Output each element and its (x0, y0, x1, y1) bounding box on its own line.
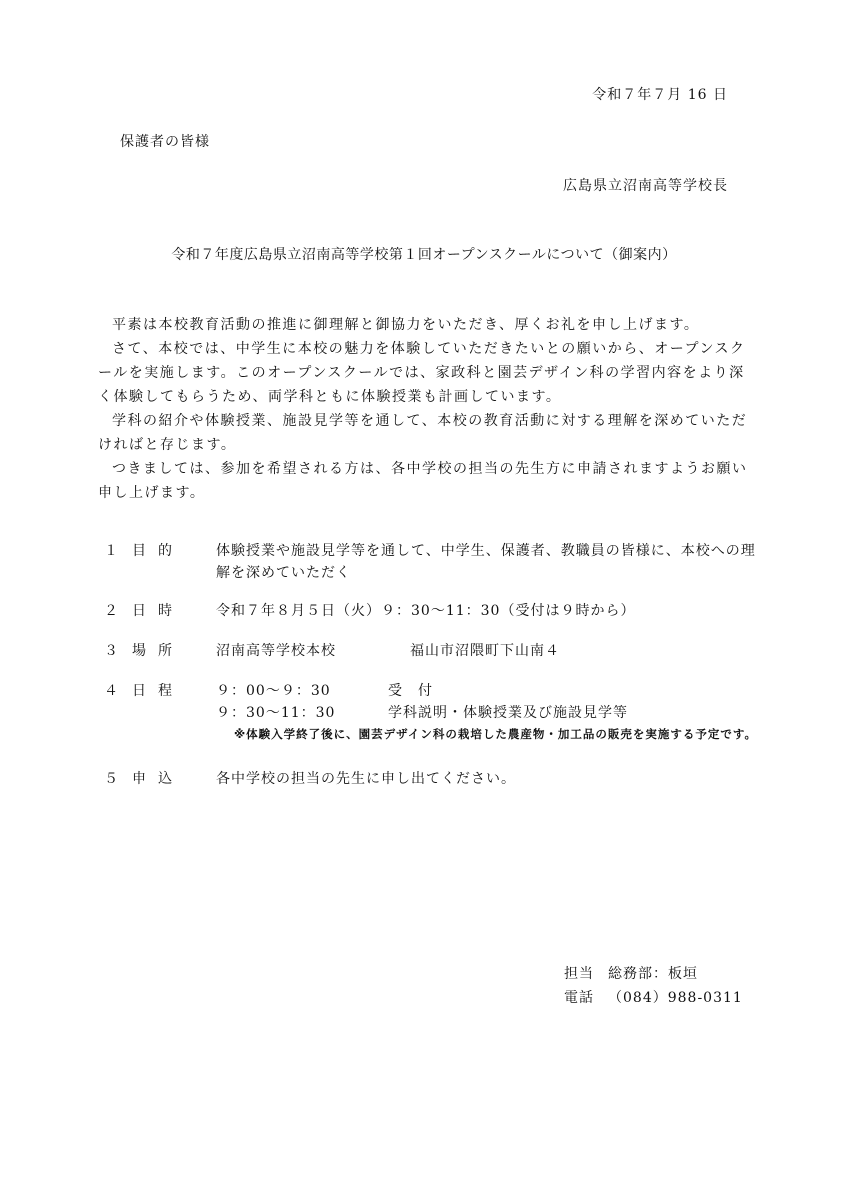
item-apply (100, 768, 760, 798)
item-schedule (100, 680, 760, 768)
schedule-row (216, 680, 760, 702)
schedule-row (216, 702, 760, 724)
body-paragraph: 学科の紹介や体験授業、施設見学等を通して、本校の教育活動に対する理解を深めていただければと存じます。 (98, 413, 748, 453)
document-date: 令和７年７月 16 日 (592, 87, 728, 103)
item-list (100, 540, 760, 798)
contact-person-label: 担当 (564, 966, 594, 982)
item-place (100, 640, 760, 680)
item-label: 申込 (132, 771, 184, 787)
item-datetime (100, 600, 760, 640)
contact-phone-value: （084）988-0311 (608, 990, 743, 1006)
schedule-time: ９：30〜11：30 (216, 705, 336, 721)
body-paragraph: つきましては、参加を希望される方は、各中学校の担当の先生方に申請されますようお願い申し上げます。 (98, 461, 748, 501)
schedule-desc: 受 付 (388, 683, 433, 699)
venue-address: 福山市沼隈町下山南４ (410, 643, 560, 659)
item-number: ３ (104, 643, 118, 659)
item-number: １ (104, 543, 118, 559)
body-paragraph: 平素は本校教育活動の推進に御理解と御協力をいただき、厚くお礼を申し上げます。 (112, 317, 700, 333)
item-content: 体験授業や施設見学等を通して、中学生、保護者、教職員の皆様に、本校への理解を深めていただく (216, 543, 756, 581)
item-content (216, 640, 760, 662)
body-text (98, 313, 754, 505)
item-number: ５ (104, 771, 118, 787)
item-label: 日時 (132, 603, 184, 619)
item-label: 日程 (132, 683, 184, 699)
contact-phone-label: 電話 (564, 990, 594, 1006)
contact-block (564, 962, 743, 1010)
schedule-desc: 学科説明・体験授業及び施設見学等 (388, 705, 628, 721)
schedule-time: ９：00〜９：30 (216, 683, 331, 699)
item-number: ２ (104, 603, 118, 619)
item-label: 目的 (132, 543, 184, 559)
item-purpose (100, 540, 760, 600)
item-content: 令和７年８月５日（火）９：30〜11：30（受付は９時から） (216, 603, 636, 619)
document-title: 令和７年度広島県立沼南高等学校第１回オープンスクールについて（御案内） (171, 247, 677, 263)
body-paragraph: さて、本校では、中学生に本校の魅力を体験していただきたいとの願いから、オープンスクールを実施します。このオープンスクールでは、家政科と園芸デザイン科の学習内容をより深く体験してもらうため、両学科ともに体験授業も計画しています。 (98, 341, 746, 405)
venue-name: 沼南高等学校本校 (216, 643, 336, 659)
contact-person (564, 962, 743, 986)
item-content (216, 680, 760, 742)
schedule-note: ※体験入学終了後に、園芸デザイン科の栽培した農産物・加工品の販売を実施する予定です。 (234, 727, 757, 741)
item-label: 場所 (132, 643, 184, 659)
item-number: ４ (104, 683, 118, 699)
contact-phone (564, 986, 743, 1010)
sender: 広島県立沼南高等学校長 (563, 178, 728, 194)
contact-person-value: 総務部：板垣 (608, 966, 698, 982)
recipient: 保護者の皆様 (120, 134, 210, 150)
item-content: 各中学校の担当の先生に申し出てください。 (216, 771, 516, 787)
